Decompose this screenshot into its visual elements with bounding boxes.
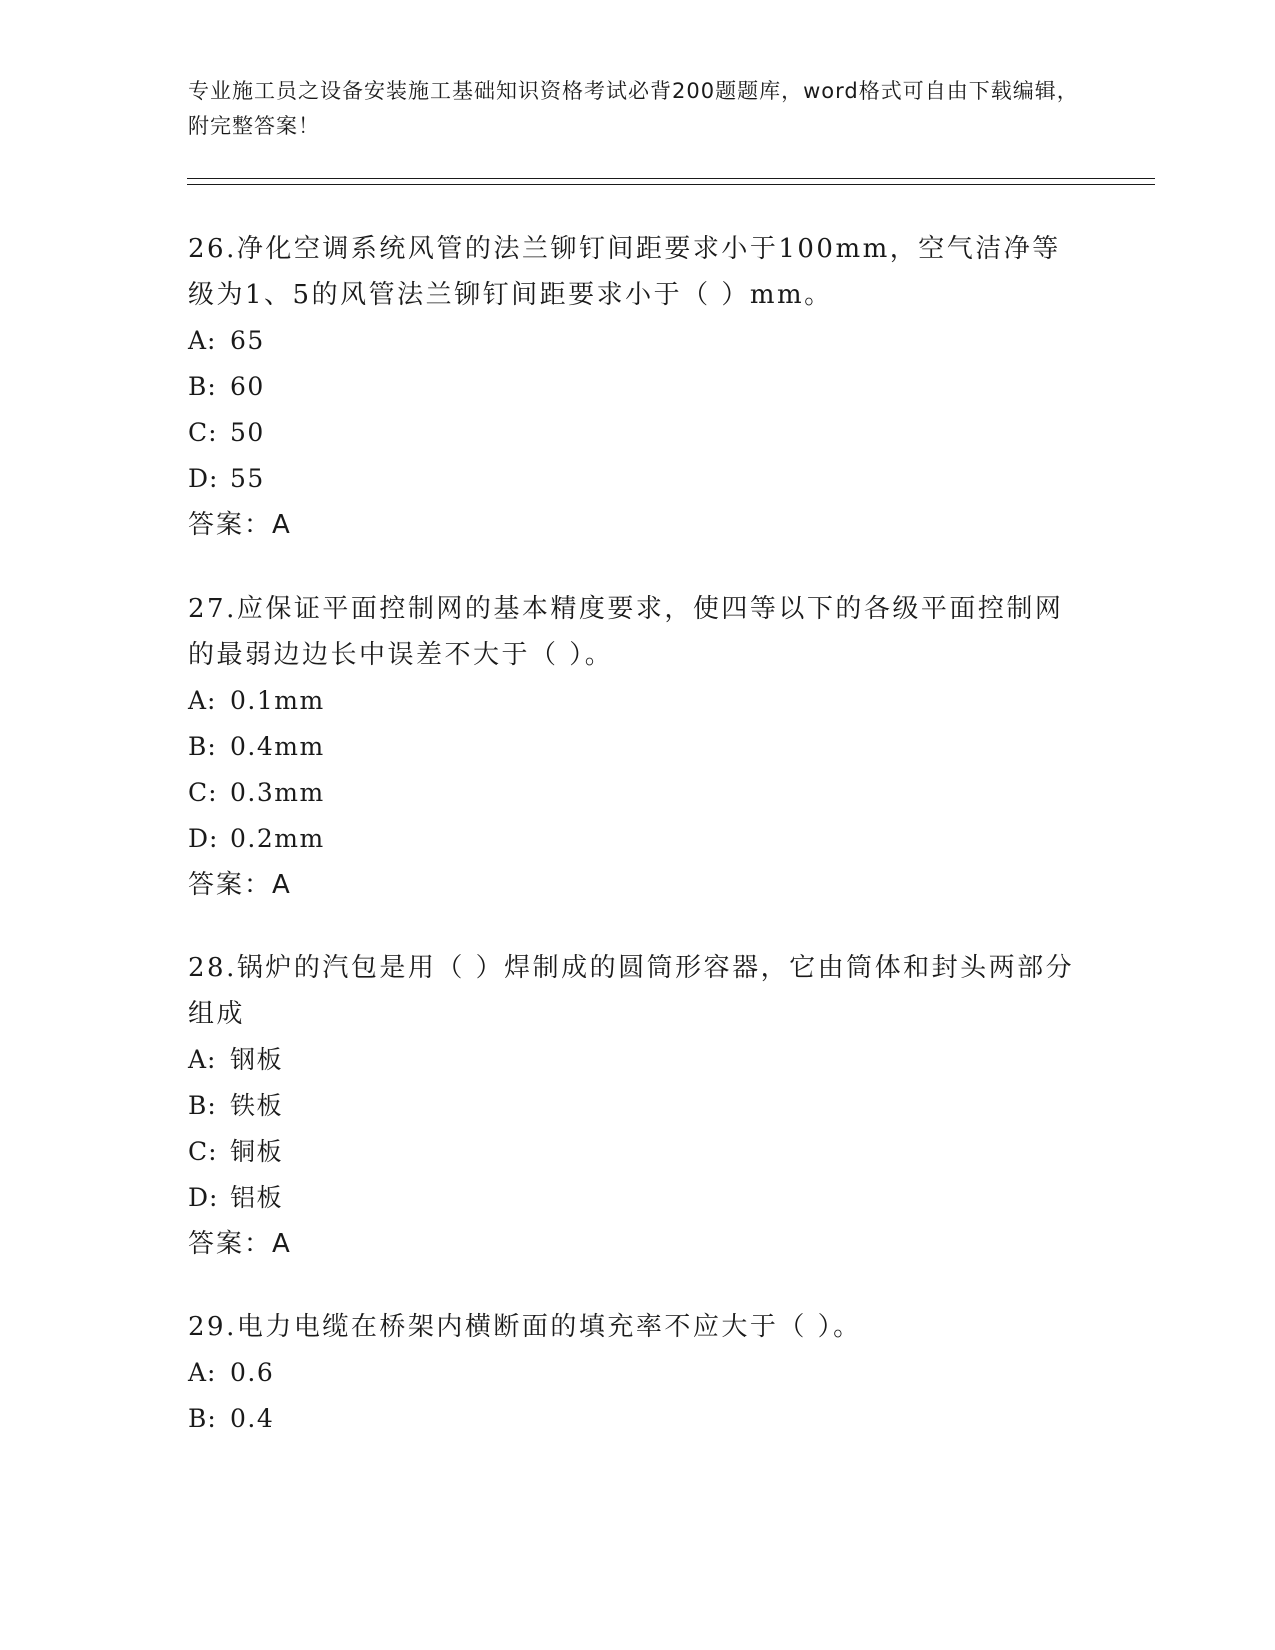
header-divider-top bbox=[187, 178, 1155, 179]
option-b bbox=[188, 724, 1088, 770]
option-d bbox=[188, 456, 1088, 502]
question-text: 26.净化空调系统风管的法兰铆钉间距要求小于100mm，空气洁净等级为1、5的风管法兰铆钉间距要求小于（ ）mm。 bbox=[188, 234, 1061, 310]
option-value: 0.3mm bbox=[230, 778, 325, 807]
option-c bbox=[188, 410, 1088, 456]
option-b bbox=[188, 1083, 1088, 1129]
option-label: D: bbox=[188, 1183, 219, 1212]
option-b bbox=[188, 1396, 1088, 1442]
option-value: 0.4 bbox=[230, 1404, 275, 1433]
question-28 bbox=[188, 945, 1088, 1267]
option-value: 55 bbox=[230, 464, 265, 493]
option-value: 铁板 bbox=[230, 1091, 284, 1120]
option-value: 50 bbox=[230, 418, 265, 447]
option-label: B: bbox=[188, 1091, 217, 1120]
option-label: A: bbox=[188, 686, 217, 715]
option-a bbox=[188, 678, 1088, 724]
option-value: 0.2mm bbox=[230, 824, 325, 853]
option-value: 60 bbox=[230, 372, 265, 401]
option-c bbox=[188, 1129, 1088, 1175]
option-label: D: bbox=[188, 464, 219, 493]
option-value: 铝板 bbox=[230, 1183, 284, 1212]
question-27 bbox=[188, 586, 1088, 908]
option-label: A: bbox=[188, 1358, 217, 1387]
answer-line: 答案：A bbox=[188, 1229, 292, 1259]
option-label: B: bbox=[188, 732, 217, 761]
option-a bbox=[188, 1350, 1088, 1396]
option-label: C: bbox=[188, 418, 218, 447]
document-header: 专业施工员之设备安装施工基础知识资格考试必背200题题库，word格式可自由下载编辑，附完整答案！ bbox=[188, 79, 1079, 138]
option-d bbox=[188, 1175, 1088, 1221]
option-value: 65 bbox=[230, 326, 265, 355]
question-26 bbox=[188, 226, 1088, 548]
option-label: C: bbox=[188, 778, 218, 807]
option-value: 0.4mm bbox=[230, 732, 325, 761]
option-value: 0.6 bbox=[230, 1358, 275, 1387]
option-value: 0.1mm bbox=[230, 686, 325, 715]
question-text: 27.应保证平面控制网的基本精度要求，使四等以下的各级平面控制网的最弱边边长中误差不大于（ ）。 bbox=[188, 594, 1064, 670]
option-c bbox=[188, 770, 1088, 816]
option-label: A: bbox=[188, 326, 217, 355]
answer-line: 答案：A bbox=[188, 510, 292, 540]
option-label: A: bbox=[188, 1045, 217, 1074]
option-label: B: bbox=[188, 1404, 217, 1433]
question-text: 29.电力电缆在桥架内横断面的填充率不应大于（ ）。 bbox=[188, 1312, 862, 1342]
option-b bbox=[188, 364, 1088, 410]
option-d bbox=[188, 816, 1088, 862]
option-a bbox=[188, 1037, 1088, 1083]
option-a bbox=[188, 318, 1088, 364]
option-label: B: bbox=[188, 372, 217, 401]
option-value: 铜板 bbox=[230, 1137, 284, 1166]
answer-line: 答案：A bbox=[188, 870, 292, 900]
option-label: C: bbox=[188, 1137, 218, 1166]
option-value: 钢板 bbox=[230, 1045, 284, 1074]
question-29 bbox=[188, 1304, 1088, 1442]
option-label: D: bbox=[188, 824, 219, 853]
header-divider-bottom bbox=[187, 184, 1155, 185]
question-text: 28.锅炉的汽包是用（ ）焊制成的圆筒形容器，它由筒体和封头两部分组成 bbox=[188, 953, 1075, 1029]
